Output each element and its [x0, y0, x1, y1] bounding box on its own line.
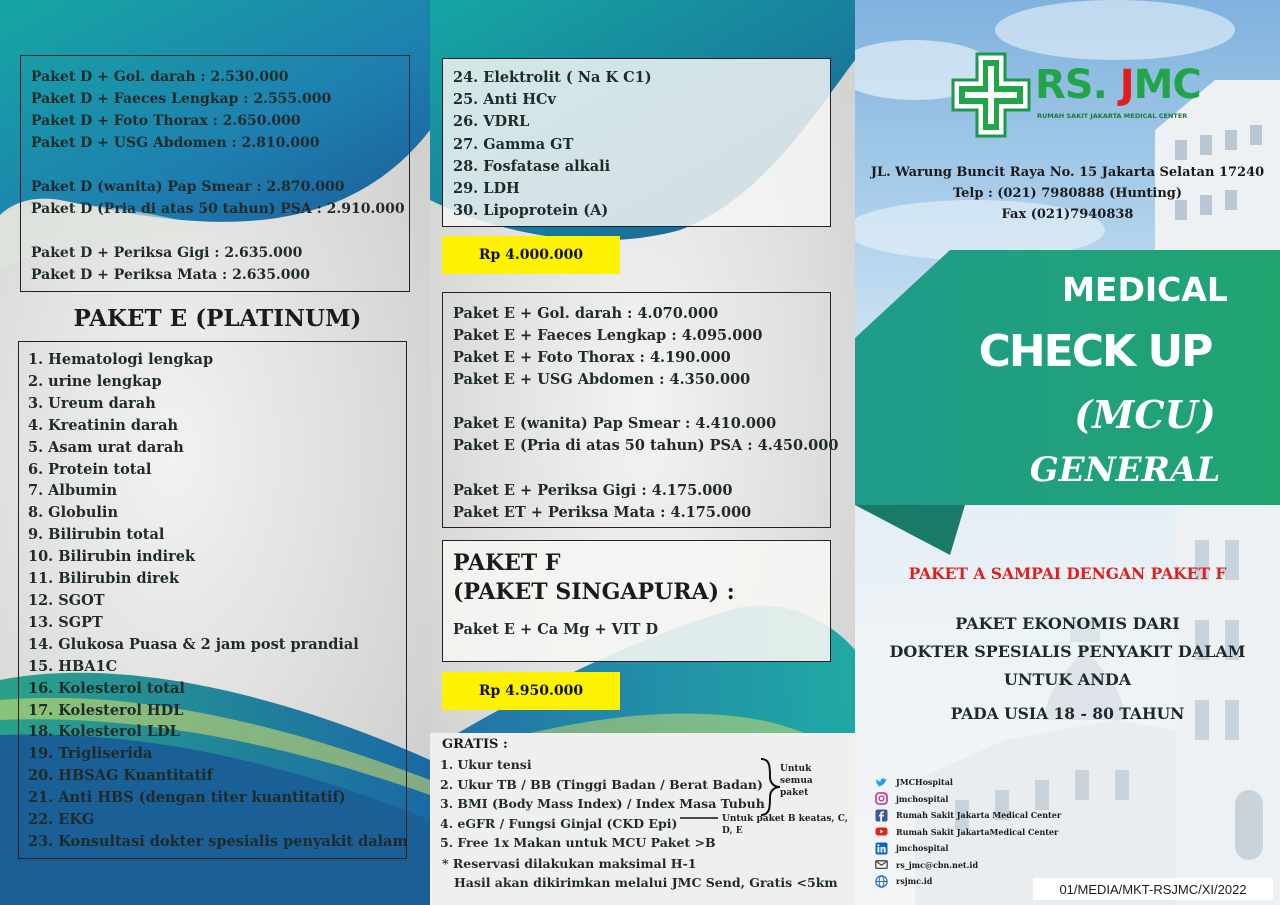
arrow-line — [680, 813, 720, 823]
list-item: 2. urine lengkap — [28, 372, 162, 390]
list-item: 6. Protein total — [28, 460, 152, 478]
paket-e-extra-line: Paket E + Foto Thorax : 4.190.000 — [453, 349, 731, 367]
brand-subtitle: RUMAH SAKIT JAKARTA MEDICAL CENTER — [1037, 112, 1188, 120]
twitter-icon — [875, 776, 888, 789]
gratis-item: 5. Free 1x Makan untuk MCU Paket >B — [440, 835, 716, 851]
list-item: 4. Kreatinin darah — [28, 416, 179, 434]
social-label: Rumah Sakit Jakarta Medical Center — [896, 810, 1062, 821]
list-item: 27. Gamma GT — [453, 135, 574, 153]
paket-e-title: PAKET E (PLATINUM) — [73, 305, 362, 332]
gratis-item: 1. Ukur tensi — [440, 757, 532, 772]
tagline-red: PAKET A SAMPAI DENGAN PAKET F — [908, 564, 1227, 583]
social-item-youtube[interactable] — [875, 824, 1095, 841]
gratis-title: GRATIS : — [442, 737, 508, 752]
telp-text: Telp : (021) 7980888 (Hunting) — [952, 186, 1183, 201]
brand-mc: MC — [1133, 62, 1201, 108]
hospital-cross-logo — [951, 52, 1031, 138]
paket-e-price: Rp 4.000.000 — [442, 236, 620, 274]
list-item: 22. EKG — [28, 811, 95, 829]
tagline-line: UNTUK ANDA — [1003, 670, 1132, 689]
fax-text: Fax (021)7940838 — [1001, 207, 1134, 222]
list-item: 24. Elektrolit ( Na K C1) — [453, 69, 652, 86]
paket-d-extra-line: Paket D + Periksa Mata : 2.635.000 — [31, 267, 311, 283]
paket-d-extra-line: Paket D + Foto Thorax : 2.650.000 — [31, 113, 301, 129]
address-text: JL. Warung Buncit Raya No. 15 Jakarta Selatan 17240 — [870, 165, 1265, 180]
paket-f-box — [442, 540, 831, 662]
social-item-twitter[interactable] — [875, 774, 1095, 791]
social-label: Rumah Sakit JakartaMedical Center — [896, 826, 1059, 837]
title-general: GENERAL — [1029, 450, 1221, 490]
list-item: 9. Bilirubin total — [28, 526, 165, 544]
paket-f-subtitle: (PAKET SINGAPURA) : — [453, 579, 735, 605]
brand-prefix: RS. — [1035, 62, 1120, 108]
social-label: jmchospital — [896, 843, 949, 854]
paket-d-extra-line: Paket D + Faeces Lengkap : 2.555.000 — [31, 91, 332, 107]
list-item: 25. Anti HCv — [453, 91, 556, 109]
list-item: 13. SGPT — [28, 613, 103, 631]
contact-block — [855, 162, 1280, 225]
panel-left — [0, 0, 430, 905]
paket-f-price: Rp 4.950.000 — [442, 672, 620, 710]
list-item: 12. SGOT — [28, 591, 105, 609]
title-mcu: (MCU) — [1074, 392, 1216, 437]
social-label: JMCHospital — [896, 777, 953, 788]
list-item: 14. Glukosa Puasa & 2 jam post prandial — [28, 635, 359, 653]
gratis-list — [440, 755, 765, 853]
mail-icon — [875, 858, 888, 871]
paket-e-extras-box — [442, 292, 839, 528]
list-item: 21. Anti HBS (dengan titer kuantitatif) — [28, 789, 346, 807]
panel-cover — [855, 0, 1280, 905]
social-item-facebook[interactable] — [875, 807, 1095, 824]
list-item: 30. Lipoprotein (A) — [453, 202, 609, 220]
list-item: 23. Konsultasi dokter spesialis penyakit dalam — [28, 832, 408, 850]
paket-d-extra-line: Paket D + USG Abdomen : 2.810.000 — [31, 135, 320, 151]
list-item: 15. HBA1C — [28, 657, 118, 675]
paket-d-extra-line: Paket D + Periksa Gigi : 2.635.000 — [31, 245, 303, 261]
gratis-note-all: Untuk semua paket — [780, 764, 813, 798]
paket-d-extra-line: Paket D + Gol. darah : 2.530.000 — [31, 69, 289, 85]
social-item-mail[interactable] — [875, 857, 1095, 874]
paket-f-title: PAKET F — [453, 550, 561, 576]
paket-d-extra-line: Paket D (wanita) Pap Smear : 2.870.000 — [31, 179, 345, 195]
brand-j: J — [1119, 62, 1134, 108]
gratis-note-b: Untuk paket B keatas, C, D, E — [722, 814, 848, 836]
spacer — [453, 458, 820, 480]
social-label: rsjmc.id — [896, 876, 933, 887]
instagram-icon — [875, 792, 888, 805]
social-label: rs_jmc@cbn.net.id — [896, 859, 979, 870]
panel-middle — [430, 0, 855, 905]
paket-e-extra-line: Paket E + Periksa Gigi : 4.175.000 — [453, 481, 733, 499]
social-item-linkedin[interactable] — [875, 840, 1095, 857]
paket-d-extra-line: Paket D (Pria di atas 50 tahun) PSA : 2.910.000 — [31, 201, 405, 217]
social-label: jmchospital — [896, 793, 949, 804]
gratis-item: 4. eGFR / Fungsi Ginjal (CKD Epi) — [440, 815, 678, 831]
tagline-line: DOKTER SPESIALIS PENYAKIT DALAM — [889, 642, 1246, 661]
paket-e-items-box — [18, 341, 407, 859]
title-medical: MEDICAL — [1062, 270, 1228, 309]
globe-icon — [875, 875, 888, 888]
tagline-block — [855, 610, 1280, 694]
facebook-icon — [875, 809, 888, 822]
paket-e-extra-line: Paket ET + Periksa Mata : 4.175.000 — [453, 503, 752, 521]
spacer — [31, 154, 399, 176]
paket-e-extra-line: Paket E (wanita) Pap Smear : 4.410.000 — [453, 415, 777, 433]
list-item: 8. Globulin — [28, 504, 118, 522]
gratis-item: 2. Ukur TB / BB (Tinggi Badan / Berat Badan) — [440, 776, 763, 792]
social-list — [875, 774, 1095, 890]
list-item: 18. Kolesterol LDL — [28, 723, 180, 741]
list-item: 10. Bilirubin indirek — [28, 548, 196, 566]
list-item: 20. HBSAG Kuantitatif — [28, 767, 213, 785]
linkedin-icon — [875, 842, 888, 855]
paket-e-extra-line: Paket E + USG Abdomen : 4.350.000 — [453, 371, 751, 389]
spacer — [31, 220, 399, 242]
list-item: 17. Kolesterol HDL — [28, 701, 184, 719]
paket-d-extras-box — [20, 55, 410, 292]
list-item: 11. Bilirubin direk — [28, 570, 180, 588]
footnote-hasil: Hasil akan dikirimkan melalui JMC Send, Gratis <5km — [454, 875, 838, 890]
paket-e-items-cont-box — [442, 58, 831, 227]
footnote-reservasi: * Reservasi dilakukan maksimal H-1 — [442, 856, 697, 871]
list-item: 7. Albumin — [28, 482, 118, 500]
list-item: 28. Fosfatase alkali — [453, 157, 611, 175]
list-item: 5. Asam urat darah — [28, 438, 184, 456]
tagline-line: PAKET EKONOMIS DARI — [955, 614, 1180, 633]
list-item: 16. Kolesterol total — [28, 679, 185, 697]
list-item: 3. Ureum darah — [28, 394, 156, 412]
social-item-instagram[interactable] — [875, 791, 1095, 808]
list-item: 26. VDRL — [453, 113, 530, 131]
list-item: 29. LDH — [453, 180, 520, 198]
brand-name — [1035, 62, 1201, 108]
title-checkup: CHECK UP — [978, 326, 1212, 377]
paket-e-extra-line: Paket E (Pria di atas 50 tahun) PSA : 4.450.000 — [453, 437, 839, 455]
spacer — [453, 391, 820, 413]
paket-e-extra-line: Paket E + Gol. darah : 4.070.000 — [453, 305, 719, 322]
paket-f-desc: Paket E + Ca Mg + VIT D — [453, 621, 659, 638]
list-item: 1. Hematologi lengkap — [28, 351, 214, 368]
list-item: 19. Trigliserida — [28, 745, 153, 763]
reference-code: 01/MEDIA/MKT-RSJMC/XI/2022 — [1033, 878, 1273, 900]
youtube-icon — [875, 825, 888, 838]
gratis-section — [430, 733, 855, 905]
age-range: PADA USIA 18 - 80 TAHUN — [950, 704, 1185, 723]
paket-e-extra-line: Paket E + Faeces Lengkap : 4.095.000 — [453, 327, 763, 345]
gratis-item: 3. BMI (Body Mass Index) / Index Masa Tubuh — [440, 796, 765, 812]
